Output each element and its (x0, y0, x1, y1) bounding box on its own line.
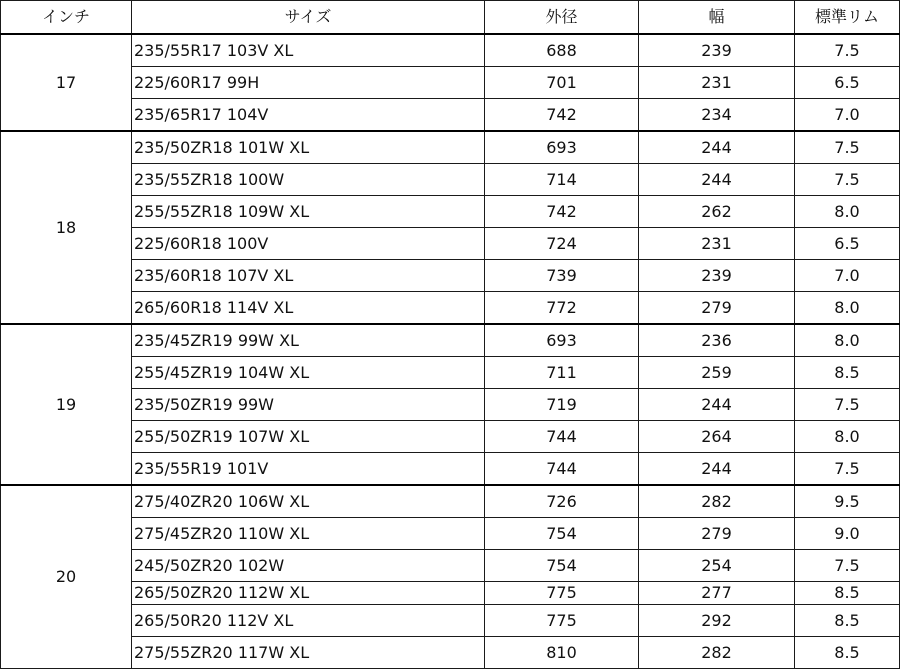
table-row (1, 605, 900, 637)
width-cell: 254 (639, 550, 795, 582)
header-row (1, 1, 900, 35)
size-cell: 275/40ZR20 106W XL (132, 485, 485, 518)
width-cell: 236 (639, 324, 795, 357)
width-cell: 292 (639, 605, 795, 637)
header-standard-rim: 標準リム (795, 1, 900, 35)
table-row (1, 357, 900, 389)
outer-diameter-cell: 711 (485, 357, 639, 389)
outer-diameter-cell: 744 (485, 421, 639, 453)
size-cell: 255/45ZR19 104W XL (132, 357, 485, 389)
header-size: サイズ (132, 1, 485, 35)
table-row (1, 637, 900, 669)
rim-cell: 9.0 (795, 518, 900, 550)
outer-diameter-cell: 719 (485, 389, 639, 421)
size-cell: 235/55R19 101V (132, 453, 485, 486)
table-row (1, 582, 900, 605)
width-cell: 239 (639, 34, 795, 67)
width-cell: 264 (639, 421, 795, 453)
rim-cell: 7.5 (795, 131, 900, 164)
width-cell: 244 (639, 131, 795, 164)
rim-cell: 7.0 (795, 99, 900, 132)
table-row (1, 389, 900, 421)
outer-diameter-cell: 701 (485, 67, 639, 99)
size-cell: 265/50ZR20 112W XL (132, 582, 485, 605)
outer-diameter-cell: 754 (485, 518, 639, 550)
size-cell: 235/55ZR18 100W (132, 164, 485, 196)
width-cell: 282 (639, 485, 795, 518)
inch-cell: 18 (1, 131, 132, 324)
table-row (1, 164, 900, 196)
size-cell: 235/50ZR19 99W (132, 389, 485, 421)
size-cell: 255/55ZR18 109W XL (132, 196, 485, 228)
outer-diameter-cell: 739 (485, 260, 639, 292)
rim-cell: 8.5 (795, 582, 900, 605)
outer-diameter-cell: 772 (485, 292, 639, 325)
outer-diameter-cell: 742 (485, 196, 639, 228)
outer-diameter-cell: 742 (485, 99, 639, 132)
size-cell: 235/60R18 107V XL (132, 260, 485, 292)
table-row (1, 260, 900, 292)
outer-diameter-cell: 724 (485, 228, 639, 260)
width-cell: 239 (639, 260, 795, 292)
rim-cell: 8.0 (795, 292, 900, 325)
size-cell: 265/60R18 114V XL (132, 292, 485, 325)
rim-cell: 8.0 (795, 421, 900, 453)
inch-cell: 19 (1, 324, 132, 485)
rim-cell: 7.5 (795, 453, 900, 486)
width-cell: 244 (639, 164, 795, 196)
table-row (1, 292, 900, 325)
size-cell: 275/55ZR20 117W XL (132, 637, 485, 669)
width-cell: 279 (639, 292, 795, 325)
table-row (1, 228, 900, 260)
width-cell: 279 (639, 518, 795, 550)
width-cell: 277 (639, 582, 795, 605)
rim-cell: 8.5 (795, 605, 900, 637)
size-cell: 235/55R17 103V XL (132, 34, 485, 67)
header-outer-diameter: 外径 (485, 1, 639, 35)
outer-diameter-cell: 693 (485, 131, 639, 164)
outer-diameter-cell: 714 (485, 164, 639, 196)
outer-diameter-cell: 754 (485, 550, 639, 582)
table-row (1, 453, 900, 486)
rim-cell: 6.5 (795, 228, 900, 260)
size-cell: 245/50ZR20 102W (132, 550, 485, 582)
rim-cell: 8.5 (795, 357, 900, 389)
rim-cell: 6.5 (795, 67, 900, 99)
width-cell: 262 (639, 196, 795, 228)
table-row (1, 99, 900, 132)
header-inch: インチ (1, 1, 132, 35)
table-row (1, 421, 900, 453)
size-cell: 225/60R17 99H (132, 67, 485, 99)
size-cell: 235/65R17 104V (132, 99, 485, 132)
outer-diameter-cell: 688 (485, 34, 639, 67)
width-cell: 282 (639, 637, 795, 669)
width-cell: 231 (639, 67, 795, 99)
size-cell: 265/50R20 112V XL (132, 605, 485, 637)
size-cell: 255/50ZR19 107W XL (132, 421, 485, 453)
width-cell: 231 (639, 228, 795, 260)
header-width: 幅 (639, 1, 795, 35)
table-row (1, 67, 900, 99)
rim-cell: 8.5 (795, 637, 900, 669)
rim-cell: 7.5 (795, 389, 900, 421)
rim-cell: 7.0 (795, 260, 900, 292)
outer-diameter-cell: 693 (485, 324, 639, 357)
table-row (1, 550, 900, 582)
size-cell: 235/50ZR18 101W XL (132, 131, 485, 164)
outer-diameter-cell: 775 (485, 605, 639, 637)
outer-diameter-cell: 810 (485, 637, 639, 669)
inch-cell: 17 (1, 34, 132, 131)
table-row (1, 324, 900, 357)
table-row (1, 34, 900, 67)
table-body (1, 34, 900, 669)
outer-diameter-cell: 744 (485, 453, 639, 486)
width-cell: 259 (639, 357, 795, 389)
width-cell: 234 (639, 99, 795, 132)
inch-cell: 20 (1, 485, 132, 669)
rim-cell: 8.0 (795, 324, 900, 357)
width-cell: 244 (639, 389, 795, 421)
table-row (1, 196, 900, 228)
table-row (1, 131, 900, 164)
size-cell: 235/45ZR19 99W XL (132, 324, 485, 357)
table-row (1, 518, 900, 550)
rim-cell: 9.5 (795, 485, 900, 518)
rim-cell: 7.5 (795, 164, 900, 196)
outer-diameter-cell: 775 (485, 582, 639, 605)
rim-cell: 7.5 (795, 34, 900, 67)
rim-cell: 7.5 (795, 550, 900, 582)
table-row (1, 485, 900, 518)
width-cell: 244 (639, 453, 795, 486)
size-cell: 225/60R18 100V (132, 228, 485, 260)
outer-diameter-cell: 726 (485, 485, 639, 518)
size-cell: 275/45ZR20 110W XL (132, 518, 485, 550)
rim-cell: 8.0 (795, 196, 900, 228)
